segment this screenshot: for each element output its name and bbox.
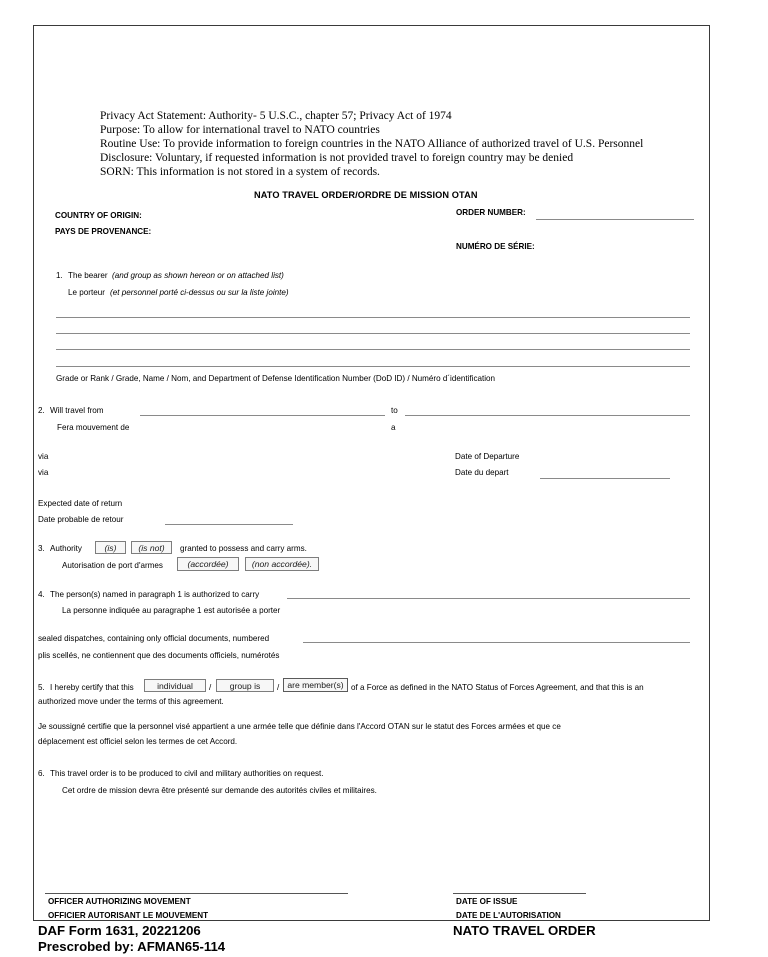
order-number-label: ORDER NUMBER: [456,208,526,217]
para3-option-is-not[interactable]: (is not) [131,541,172,554]
officier-autorisant-label: OFFICIER AUTORISANT LE MOUVEMENT [48,911,209,920]
privacy-line-3: Routine Use: To provide information to foreign countries in the NATO Alliance of authorized travel of U.S. Personnel [100,138,644,150]
date-of-issue-input[interactable] [453,893,586,894]
para1-en-label: The bearer [68,271,108,280]
para5-option-are-members[interactable]: are member(s) [283,678,348,692]
para1-number: 1. [56,271,63,280]
para3-option-is[interactable]: (is) [95,541,126,554]
para2-will-travel-from-label: Will travel from [50,406,104,415]
para3-granted-text: granted to possess and carry arms. [180,544,307,553]
para2-to-input[interactable] [405,415,690,416]
para2-to-label: to [391,406,398,415]
para6-number: 6. [38,769,45,778]
para4-sealed-fr-text: plis scellés, ne contiennent que des documents officiels, numérotés [38,651,280,660]
para3-number: 3. [38,544,45,553]
para2-via-fr-label: via [38,468,49,477]
expected-date-of-return-label: Expected date of return [38,499,123,508]
privacy-line-5: SORN: This information is not stored in a system of records. [100,166,380,178]
expected-date-of-return-input[interactable] [165,524,293,525]
para4-sealed-en-text: sealed dispatches, containing only official documents, numbered [38,634,270,643]
para5-separator-2: / [277,683,280,692]
para3-option-accordee[interactable]: (accordée) [177,557,239,571]
para5-number: 5. [38,683,45,692]
officer-authorizing-label: OFFICER AUTHORIZING MOVEMENT [48,897,191,906]
para5-fr-line1: Je soussigné certifie que la personnel visé appartient a une armée telle que définie dans l'Accord OTAN sur le statut des Forces armées et que ce [38,722,561,731]
para4-en-text: The person(s) named in paragraph 1 is authorized to carry [50,590,260,599]
para5-option-individual[interactable]: individual [144,679,206,692]
para4-numbered-input[interactable] [303,642,690,643]
para3-option-non-accordee[interactable]: (non accordée). [245,557,319,571]
para5-separator-1: / [209,683,212,692]
para1-entry-line-4[interactable] [56,366,690,367]
para5-en-part1: I hereby certify that this [50,683,134,692]
para6-en-text: This travel order is to be produced to civil and military authorities on request. [50,769,324,778]
privacy-line-2: Purpose: To allow for international travel to NATO countries [100,124,380,136]
country-of-origin-label: COUNTRY OF ORIGIN: [55,211,142,220]
para1-caption: Grade or Rank / Grade, Name / Nom, and Department of Defense Identification Number (DoD ID) / Numéro d´identification [56,374,496,383]
para2-a-label: a [391,423,396,432]
form-title: NATO TRAVEL ORDER/ORDRE DE MISSION OTAN [254,190,478,200]
para4-number: 4. [38,590,45,599]
para1-entry-line-2[interactable] [56,333,690,334]
privacy-line-4: Disclosure: Voluntary, if requested information is not provided travel to foreign country may be denied [100,152,574,164]
para2-number: 2. [38,406,45,415]
pays-de-provenance-label: PAYS DE PROVENANCE: [55,227,152,236]
form-id: DAF Form 1631, 20221206 [38,923,201,938]
para4-fr-text: La personne indiquée au paragraphe 1 est autorisée a porter [62,606,281,615]
para5-option-group-is[interactable]: group is [216,679,274,692]
para5-fr-line2: déplacement est officiel selon les termes de cet Accord. [38,737,238,746]
date-du-depart-label: Date du depart [455,468,509,477]
para3-authority-label: Authority [50,544,82,553]
para1-entry-line-3[interactable] [56,349,690,350]
para4-carry-input[interactable] [287,598,690,599]
para1-en-italic: (and group as shown hereon or on attached list) [112,271,284,280]
para1-fr-italic: (et personnel porté ci-dessus ou sur la liste jointe) [110,288,289,297]
order-number-input[interactable] [536,219,694,220]
date-of-departure-input[interactable] [540,478,670,479]
para1-entry-line-1[interactable] [56,317,690,318]
prescribed-by: Prescrobed by: AFMAN65-114 [38,939,226,954]
para2-fera-mouvement-label: Fera mouvement de [57,423,130,432]
para1-fr-label: Le porteur [68,288,105,297]
para3-autorisation-label: Autorisation de port d'armes [62,561,163,570]
para6-fr-text: Cet ordre de mission devra être présenté sur demande des autorités civiles et militaires. [62,786,377,795]
para5-en-part2: of a Force as defined in the NATO Status of Forces Agreement, and that this is an [351,683,644,692]
date-probable-de-retour-label: Date probable de retour [38,515,124,524]
date-of-issue-label: DATE OF ISSUE [456,897,518,906]
para2-via-en-label: via [38,452,49,461]
para5-en-line2: authorized move under the terms of this agreement. [38,697,224,706]
para2-from-input[interactable] [140,415,385,416]
privacy-line-1: Privacy Act Statement: Authority- 5 U.S.C., chapter 57; Privacy Act of 1974 [100,110,452,122]
date-of-departure-label: Date of Departure [455,452,520,461]
numero-de-serie-label: NUMÉRO DE SÉRIE: [456,242,535,251]
form-name: NATO TRAVEL ORDER [453,923,596,938]
date-de-lautorisation-label: DATE DE L'AUTORISATION [456,911,561,920]
officer-signature-input[interactable] [45,893,348,894]
